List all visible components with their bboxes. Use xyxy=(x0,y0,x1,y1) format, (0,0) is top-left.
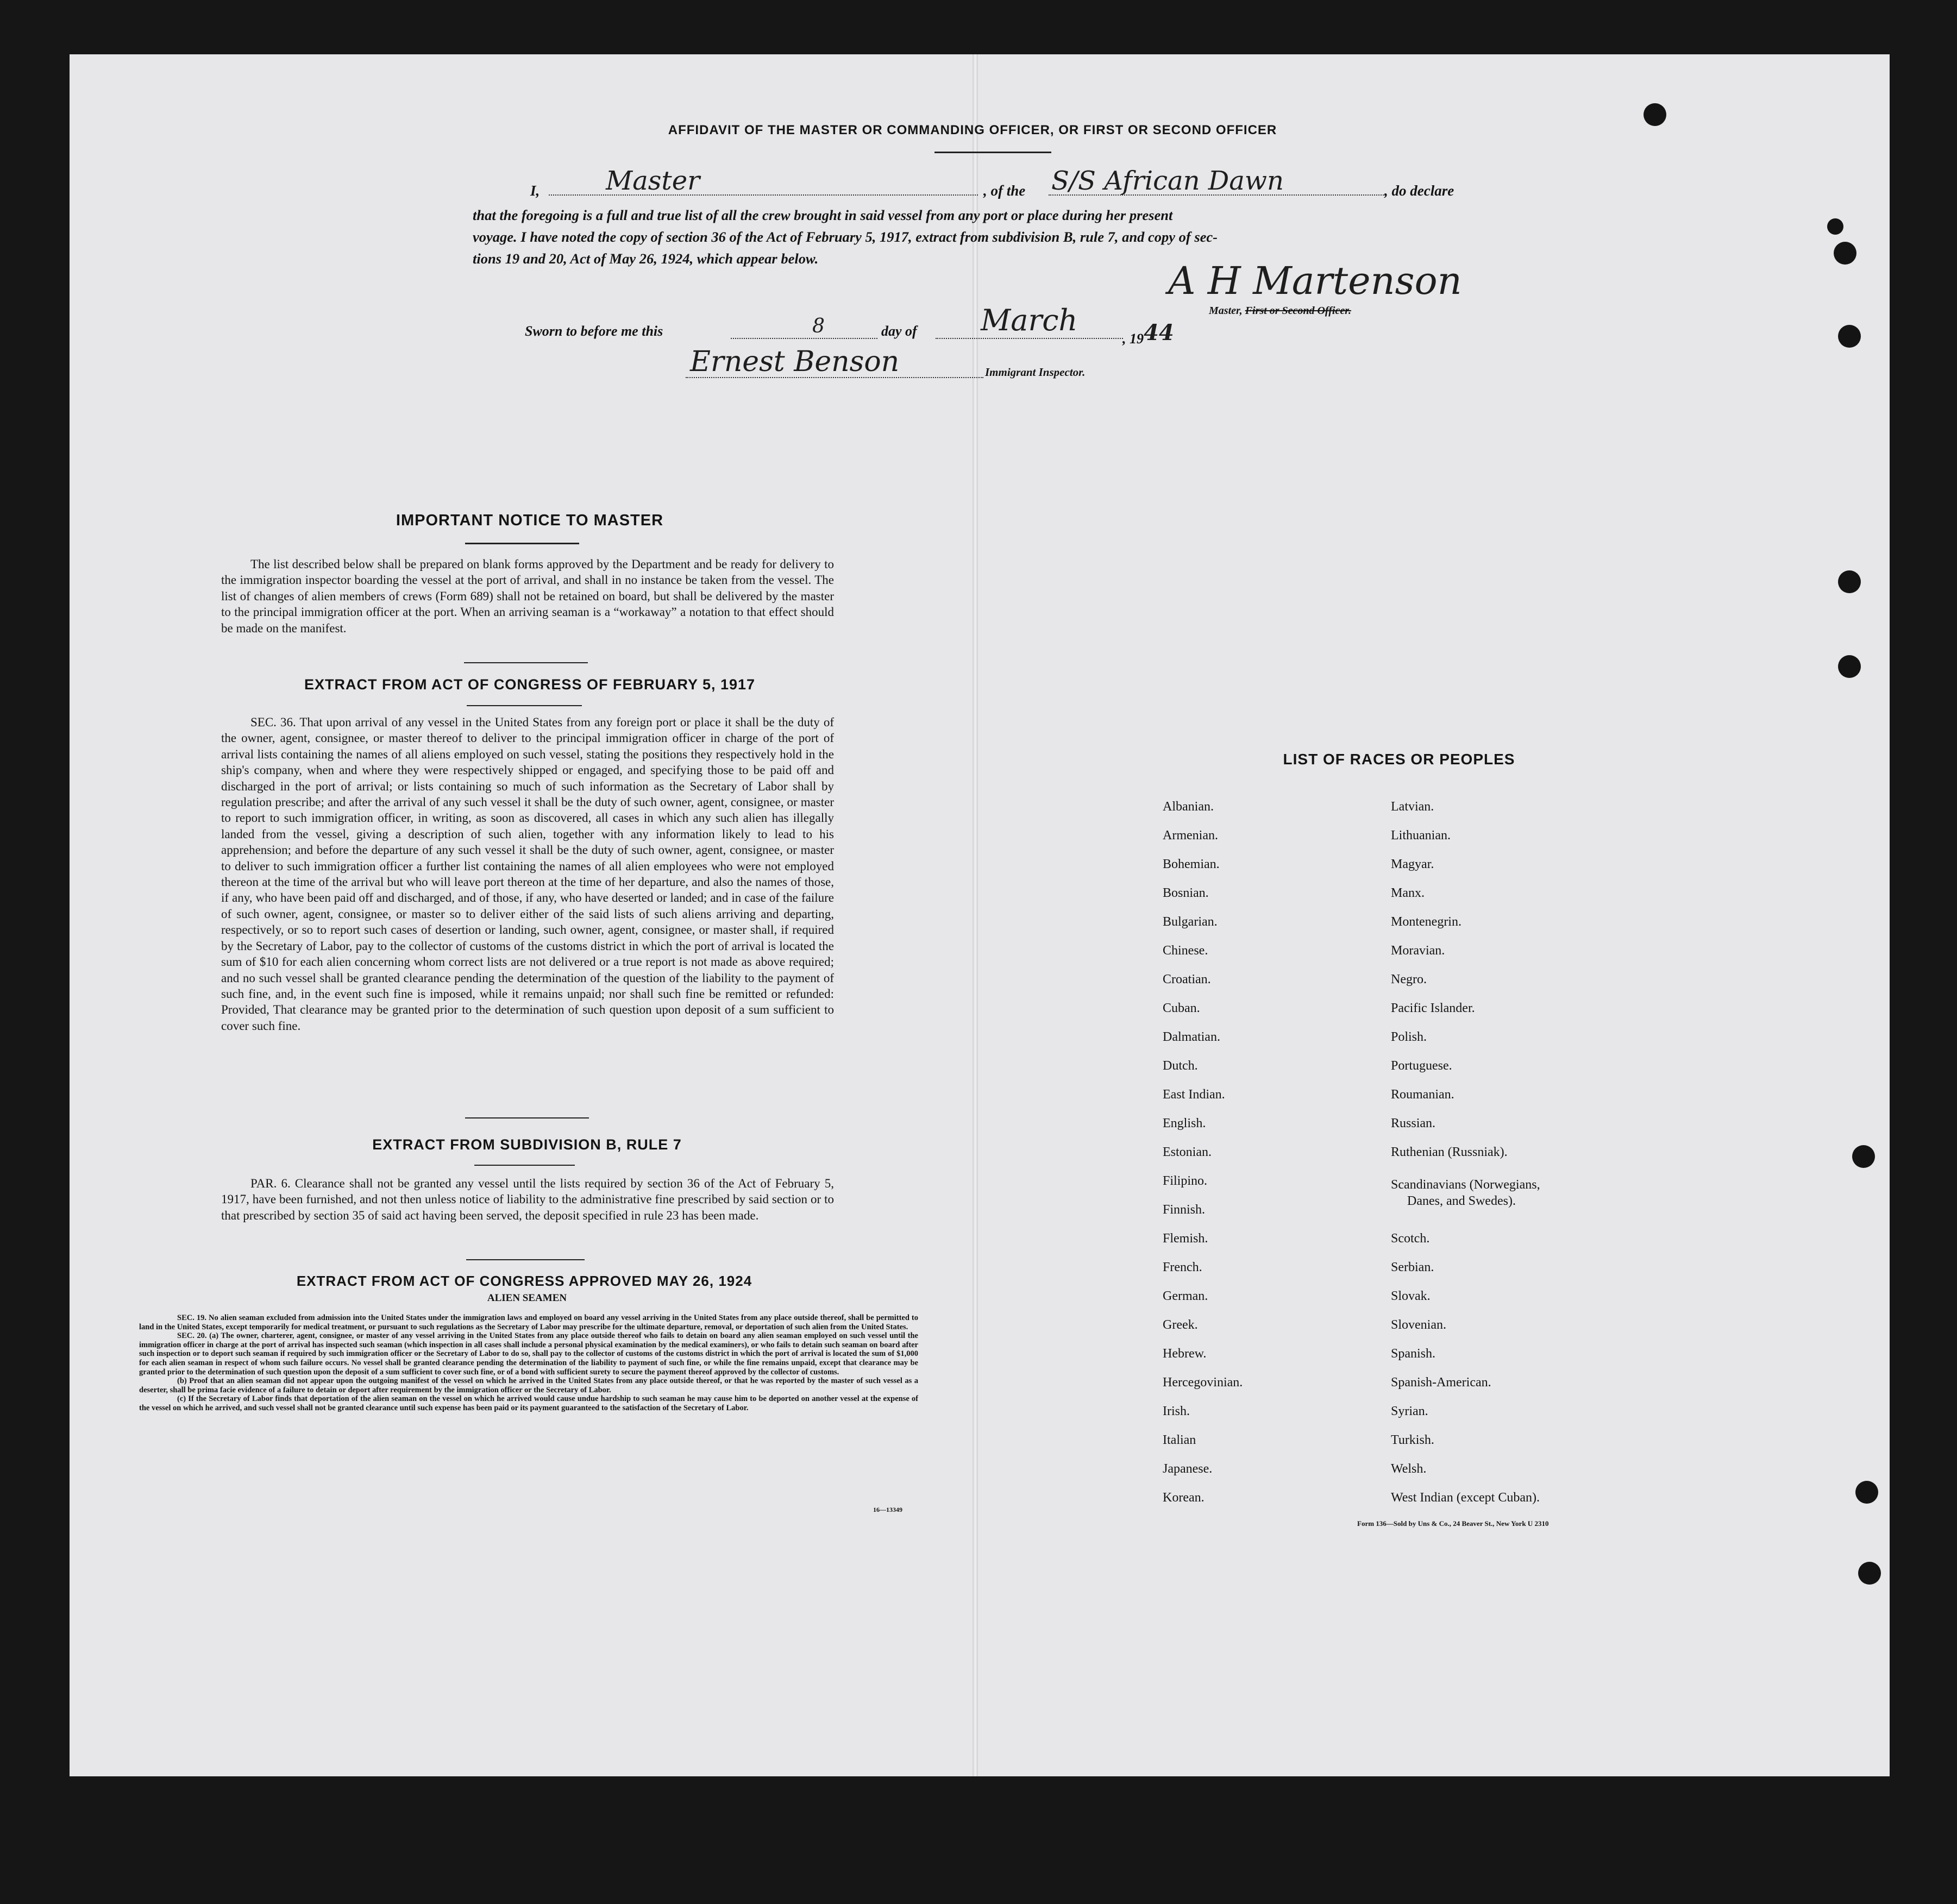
master-signature: A H Martenson xyxy=(1168,259,1462,303)
act-1917-title: EXTRACT FROM ACT OF CONGRESS OF FEBRUARY 5, 1917 xyxy=(304,676,756,693)
caption-master: Master, xyxy=(1209,305,1243,317)
race-item: English. xyxy=(1163,1116,1206,1130)
race-item: Finnish. xyxy=(1163,1203,1206,1217)
handwritten-month: March xyxy=(981,303,1078,337)
race-item: Hercegovinian. xyxy=(1163,1375,1243,1390)
race-item: Irish. xyxy=(1163,1404,1190,1418)
race-item: Filipino. xyxy=(1163,1174,1208,1188)
form-code: 16—13349 xyxy=(873,1506,902,1513)
race-item: Bosnian. xyxy=(1163,886,1209,900)
declaration-line: tions 19 and 20, Act of May 26, 1924, which appear below. xyxy=(473,250,819,267)
race-item: Chinese. xyxy=(1163,944,1208,958)
race-item: Moravian. xyxy=(1391,944,1445,958)
section-36-paragraph: SEC. 36. That upon arrival of any vessel in the United States from any foreign port or place it shall be the duty of the owner, agent, consignee, or master thereof to deliver to the principal immigration officer in charge of the port of arrival lists containing the names of all aliens employed on such vessel, stating the positions they respectively hold in the ship's company, when and where they were respectively shipped or engaged, and specifying those to be paid off and discharged in the port of arrival; or lists containing so much of such information as the Secretary of Labor shall by regulation prescribe; and after the arrival of any such vessel it shall be the duty of such owner, agent, consignee, or master to report to such immigration officer, in writing, as soon as discovered, all cases in which any such alien has illegally landed from the vessel, giving a description of such alien, together with any information likely to lead to his apprehension; and before the departure of any such vessel it shall be the duty of such owner, agent, consignee, or master to deliver to such immigration officer a further list containing the names of all alien employees who were not employed thereon at the time of the arrival but who will leave port thereon at the time of her departure, and also the names of those, if any, who have been paid off and discharged, and of those, if any, who have deserted or landed; and in case of the failure of such owner, agent, consignee, or master so to deliver either of the said lists of such aliens arriving and departing, respectively, or so to report such cases of desertion or landing, such owner, agent, consignee, or master shall, if required by the Secretary of Labor, pay to the collector of customs of the customs district in which the port of arrival is located the sum of $10 for each alien concerning whom correct lists are not delivered or a true report is not made as above required; and no such vessel shall be granted clearance pending the determination of the question of the liability to the payment of such fine, and, in the event such fine is imposed, while it remains unpaid; nor shall such fine be remitted or refunded: Provided, That clearance may be granted prior to the determination of such question upon deposit of a sum sufficient to cover such fine. xyxy=(221,715,834,1033)
races-title: LIST OF RACES OR PEOPLES xyxy=(1283,751,1515,768)
handwritten-day: 8 xyxy=(812,315,825,337)
year-prefix: , 19 xyxy=(1122,331,1144,347)
race-item: Slovak. xyxy=(1391,1289,1431,1303)
divider xyxy=(465,543,579,544)
race-item: Welsh. xyxy=(1391,1462,1427,1476)
race-item: Portuguese. xyxy=(1391,1059,1452,1073)
affidavit-title: AFFIDAVIT OF THE MASTER OR COMMANDING OFFICER, OR FIRST OR SECOND OFFICER xyxy=(668,123,1277,137)
fill-line xyxy=(731,338,877,339)
caption-struck: First or Second Officer. xyxy=(1245,305,1351,317)
race-item: East Indian. xyxy=(1163,1088,1225,1102)
of-the-label: , of the xyxy=(983,183,1026,199)
section-20a-paragraph: SEC. 20. (a) The owner, charterer, agent, consignee, or master of any vessel arriving in the United States from any place outside thereof who fails to detain on board any alien seaman employed on such vessel until the immigration officer in charge at the port of arrival has inspected such seaman (which inspection in all cases shall include a personal physical examination by the medical examiners), or who fails to detain such seaman on board after such inspection or to deport such seaman if required by such immigration officer or the Secretary of Labor to do so, shall pay to the collector of customs of the customs district in which the port of arrival is located the sum of $1,000 for each alien seaman in respect of whom such failure occurs. No vessel shall be granted clearance pending the determination of the liability to payment of such fine, or while the fine remains unpaid, except that clearance may be granted prior to the determination of such question upon the deposit of a sum sufficient to cover such fine, or of a bond with sufficient surety to secure the payment thereof approved by the collector of customs. xyxy=(139,1331,918,1377)
race-item: Spanish. xyxy=(1391,1347,1436,1361)
notice-paragraph: The list described below shall be prepared on blank forms approved by the Department and be ready for delivery to the immigration inspector boarding the vessel at the port of arrival, and shall in no instance be taken from the vessel. The list of changes of alien members of crews (Form 689) shall not be retained on board, but shall be delivered by the master to the principal immigration officer at the port. When an arriving seaman is a “workaway” a notation to that effect should be made on the manifest. xyxy=(221,557,834,635)
punch-hole xyxy=(1858,1562,1881,1585)
race-item: Japanese. xyxy=(1163,1462,1213,1476)
race-item: Russian. xyxy=(1391,1116,1436,1130)
race-item: Spanish-American. xyxy=(1391,1375,1491,1390)
race-item: Pacific Islander. xyxy=(1391,1001,1475,1015)
race-item: Ruthenian (Russniak). xyxy=(1391,1145,1508,1159)
race-item: Dalmatian. xyxy=(1163,1030,1220,1044)
race-item: West Indian (except Cuban). xyxy=(1391,1491,1540,1505)
race-item: Armenian. xyxy=(1163,828,1218,843)
section-19-paragraph: SEC. 19. No alien seaman excluded from admission into the United States under the immigration laws and employed on board any vessel arriving in the United States from any place outside thereof, shall be permitted to land in the United States, except temporarily for medical treatment, or pursuant to such regulations as the Secretary of Labor may prescribe for the ultimate departure, removal, or deportation of such alien from the United States. xyxy=(139,1314,918,1331)
punch-hole xyxy=(1855,1481,1878,1504)
divider xyxy=(467,705,582,706)
year-label xyxy=(1122,320,1174,349)
rule-7-title: EXTRACT FROM SUBDIVISION B, RULE 7 xyxy=(372,1136,682,1153)
act-1924-title: EXTRACT FROM ACT OF CONGRESS APPROVED MAY 26, 1924 xyxy=(296,1273,752,1289)
divider xyxy=(934,152,1051,153)
race-item: Roumanian. xyxy=(1391,1088,1454,1102)
inspector-caption: Immigrant Inspector. xyxy=(985,366,1086,379)
race-item: Lithuanian. xyxy=(1391,828,1451,843)
race-item: Albanian. xyxy=(1163,800,1214,814)
divider xyxy=(466,1259,585,1260)
race-item: Bohemian. xyxy=(1163,857,1220,871)
act-1917-body xyxy=(221,714,834,1034)
race-item: Magyar. xyxy=(1391,857,1434,871)
declare-i-label: I, xyxy=(530,183,540,199)
section-20b-paragraph: (b) Proof that an alien seaman did not appear upon the outgoing manifest of the vessel on which he arrived in the United States from any place outside thereof, or that he was reported by the master of such vessel as a deserter, shall be prima facie evidence of a failure to detain or deport after requirement by the immigration officer or the Secretary of Labor. xyxy=(139,1377,918,1394)
inspector-signature: Ernest Benson xyxy=(690,345,900,378)
race-item: Flemish. xyxy=(1163,1231,1208,1246)
divider xyxy=(474,1165,575,1166)
alien-seamen-subtitle: ALIEN SEAMEN xyxy=(487,1292,567,1304)
day-of-label: day of xyxy=(881,323,917,339)
race-item: German. xyxy=(1163,1289,1208,1303)
declaration-line: voyage. I have noted the copy of section 36 of the Act of February 5, 1917, extract from subdivision B, rule 7, and copy of sec- xyxy=(473,229,1218,245)
declaration-line: that the foregoing is a full and true list of all the crew brought in said vessel from any port or place during her present xyxy=(473,207,1173,223)
race-item: Manx. xyxy=(1391,886,1425,900)
act-1924-body xyxy=(139,1314,918,1413)
race-item: Negro. xyxy=(1391,972,1427,986)
punch-hole xyxy=(1827,218,1843,235)
race-item: Dutch. xyxy=(1163,1059,1198,1073)
race-item: Korean. xyxy=(1163,1491,1205,1505)
race-item: Scotch. xyxy=(1391,1231,1430,1246)
race-item: French. xyxy=(1163,1260,1202,1274)
race-item: Montenegrin. xyxy=(1391,915,1462,929)
section-20c-paragraph: (c) If the Secretary of Labor finds that deportation of the alien seaman on the vessel on which he arrived would cause undue hardship to such seaman he may cause him to be deported on another vessel at the expense of the vessel on which he arrived, and such vessel shall not be granted clearance until such expense has been paid or its payment guaranteed to the satisfaction of the Secretary of Labor. xyxy=(139,1394,918,1412)
race-item: Bulgarian. xyxy=(1163,915,1218,929)
notice-body xyxy=(221,556,834,636)
punch-hole xyxy=(1834,242,1856,265)
race-item: Scandinavians (Norwegians, xyxy=(1391,1178,1540,1192)
race-item: Turkish. xyxy=(1391,1433,1434,1447)
signature-caption xyxy=(1209,305,1351,317)
punch-hole xyxy=(1644,103,1666,126)
rule-7-body xyxy=(221,1176,834,1223)
page-fold xyxy=(973,54,978,1776)
handwritten-year: 44 xyxy=(1144,320,1174,345)
race-item: Hebrew. xyxy=(1163,1347,1207,1361)
race-item: Estonian. xyxy=(1163,1145,1212,1159)
divider xyxy=(464,662,588,663)
race-item: Italian xyxy=(1163,1433,1196,1447)
do-declare-label: , do declare xyxy=(1384,183,1454,199)
divider xyxy=(465,1117,589,1118)
sworn-label: Sworn to before me this xyxy=(525,323,663,339)
punch-hole xyxy=(1838,655,1861,678)
race-item: Croatian. xyxy=(1163,972,1211,986)
punch-hole xyxy=(1838,570,1861,593)
punch-hole xyxy=(1852,1145,1875,1168)
handwritten-vessel-name: S/S African Dawn xyxy=(1051,166,1284,196)
fill-line xyxy=(936,338,1123,339)
form-footer: Form 136—Sold by Uns & Co., 24 Beaver St., New York U 2310 xyxy=(1357,1519,1549,1528)
race-item: Syrian. xyxy=(1391,1404,1428,1418)
race-item: Latvian. xyxy=(1391,800,1434,814)
race-item: Serbian. xyxy=(1391,1260,1434,1274)
race-item: Cuban. xyxy=(1163,1001,1200,1015)
race-item-continuation: Danes, and Swedes). xyxy=(1407,1194,1516,1208)
race-item: Polish. xyxy=(1391,1030,1427,1044)
notice-title: IMPORTANT NOTICE TO MASTER xyxy=(396,512,664,529)
par-6-paragraph: PAR. 6. Clearance shall not be granted any vessel until the lists required by section 36 of the Act of February 5, 1917, have been furnished, and not then unless notice of liability to the administrative fine prescribed by said section or to that prescribed by section 35 of said act having been served, the deposit specified in rule 23 has been made. xyxy=(221,1177,834,1222)
punch-hole xyxy=(1838,325,1861,348)
race-item: Greek. xyxy=(1163,1318,1198,1332)
race-item: Slovenian. xyxy=(1391,1318,1446,1332)
handwritten-rank: Master xyxy=(606,166,700,196)
